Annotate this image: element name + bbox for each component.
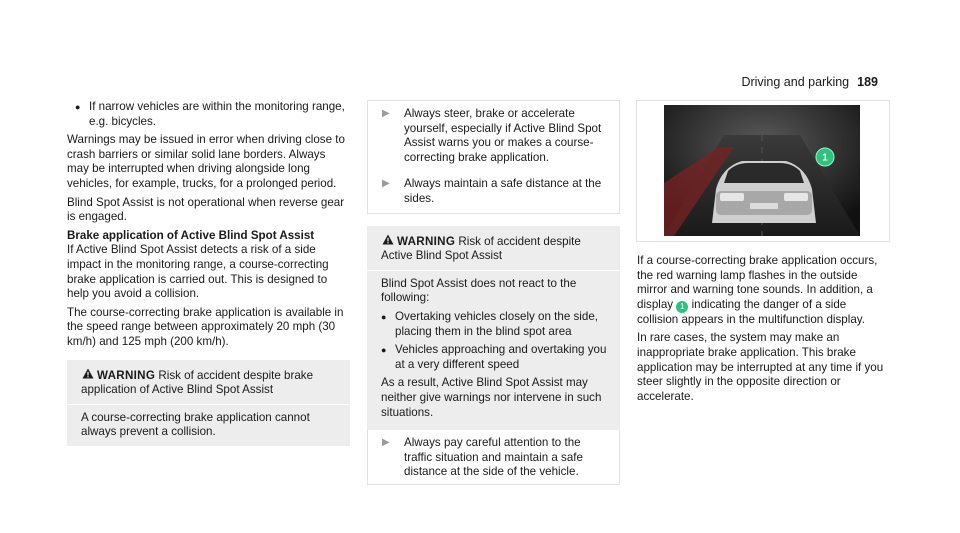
instruction-box bbox=[367, 100, 620, 214]
warning-title: Risk of accident despite Active Blind Spot Assist bbox=[381, 234, 581, 263]
list-item bbox=[381, 343, 610, 372]
instruction-step bbox=[368, 171, 619, 212]
bullet-icon: ● bbox=[381, 311, 387, 322]
paragraph: As a result, Active Blind Spot Assist may neither give warnings nor intervene in such situations. bbox=[381, 376, 602, 419]
warning-label: WARNING bbox=[97, 368, 156, 382]
step-text: Always pay careful attention to the traffic situation and maintain a safe distance at the side of the vehicle. bbox=[404, 436, 583, 479]
list-item bbox=[67, 100, 350, 129]
arrow-icon: ▶ bbox=[382, 108, 390, 119]
bullet-text: Vehicles approaching and overtaking you at a very different speed bbox=[395, 343, 607, 371]
bullet-icon: ● bbox=[75, 102, 81, 112]
section-title: Driving and parking bbox=[741, 75, 850, 89]
text-run: If a course-correcting brake application occurs, the red warning lamp flashes in the outside mirror and warning tone sounds. In addition, a display bbox=[637, 254, 878, 311]
paragraph: The course-correcting brake application is available in the speed range between approximately 20 mph (30 km/h) and 125 mph (200 km/h). bbox=[67, 305, 344, 348]
column-1 bbox=[67, 100, 350, 446]
page-number: 189 bbox=[857, 75, 878, 89]
arrow-icon: ▶ bbox=[382, 178, 390, 190]
step-text: Always steer, brake or accelerate yourself, especially if Active Blind Spot Assist warns you or makes a course-correcting brake application. bbox=[404, 107, 602, 164]
warning-header bbox=[367, 226, 620, 271]
paragraph: If Active Blind Spot Assist detects a risk of a side impact in the monitoring range, a course-correcting brake application is carried out. This is designed to help you avoid a collision. bbox=[67, 243, 329, 301]
instruction-step bbox=[368, 101, 619, 171]
step-text: Always maintain a safe distance at the sides. bbox=[404, 177, 602, 205]
page-header bbox=[741, 75, 878, 89]
warning-title: Risk of accident despite brake application of Active Blind Spot Assist bbox=[81, 368, 314, 397]
car-icon bbox=[712, 161, 816, 223]
bullet-icon: ● bbox=[381, 345, 387, 356]
illustration-frame bbox=[636, 100, 890, 242]
paragraph: Blind Spot Assist is not operational when reverse gear is engaged. bbox=[67, 195, 345, 224]
bullet-text: If narrow vehicles are within the monitoring range, e.g. bicycles. bbox=[89, 100, 345, 128]
arrow-icon: ▶ bbox=[382, 437, 390, 449]
warning-box bbox=[67, 360, 350, 446]
multifunction-display-illustration bbox=[664, 105, 860, 236]
column-2 bbox=[367, 100, 620, 485]
warning-header bbox=[67, 360, 350, 405]
callout-badge: 1 bbox=[676, 301, 688, 313]
warning-body bbox=[367, 271, 620, 430]
list-item bbox=[381, 310, 610, 339]
section-heading: Brake application of Active Blind Spot Assist bbox=[67, 228, 315, 242]
text-run: indicating the danger of a side collision appears in the multifunction display. bbox=[637, 297, 865, 326]
bullet-text: Overtaking vehicles closely on the side, placing them in the blind spot area bbox=[395, 309, 598, 338]
callout-number: 1 bbox=[822, 152, 828, 164]
paragraph: Warnings may be issued in error when driving close to crash barriers or similar solid lane borders. Always may be interrupted when driving alongside long vehicles, for example, trucks, for a prolonged period. bbox=[67, 133, 345, 190]
warning-body: A course-correcting brake application cannot always prevent a collision. bbox=[81, 410, 310, 439]
paragraph: Blind Spot Assist does not react to the following: bbox=[381, 276, 577, 305]
paragraph: In rare cases, the system may make an inappropriate brake application. This brake application may be interrupted at any time if you steer slightly in the opposite direction or accelerate. bbox=[637, 331, 884, 403]
paragraph bbox=[637, 254, 887, 327]
column-3 bbox=[637, 100, 887, 408]
warning-triangle-icon bbox=[381, 234, 395, 250]
warning-box bbox=[367, 226, 620, 485]
warning-label: WARNING bbox=[397, 234, 456, 248]
warning-triangle-icon bbox=[81, 368, 95, 384]
instruction-step bbox=[367, 430, 620, 485]
